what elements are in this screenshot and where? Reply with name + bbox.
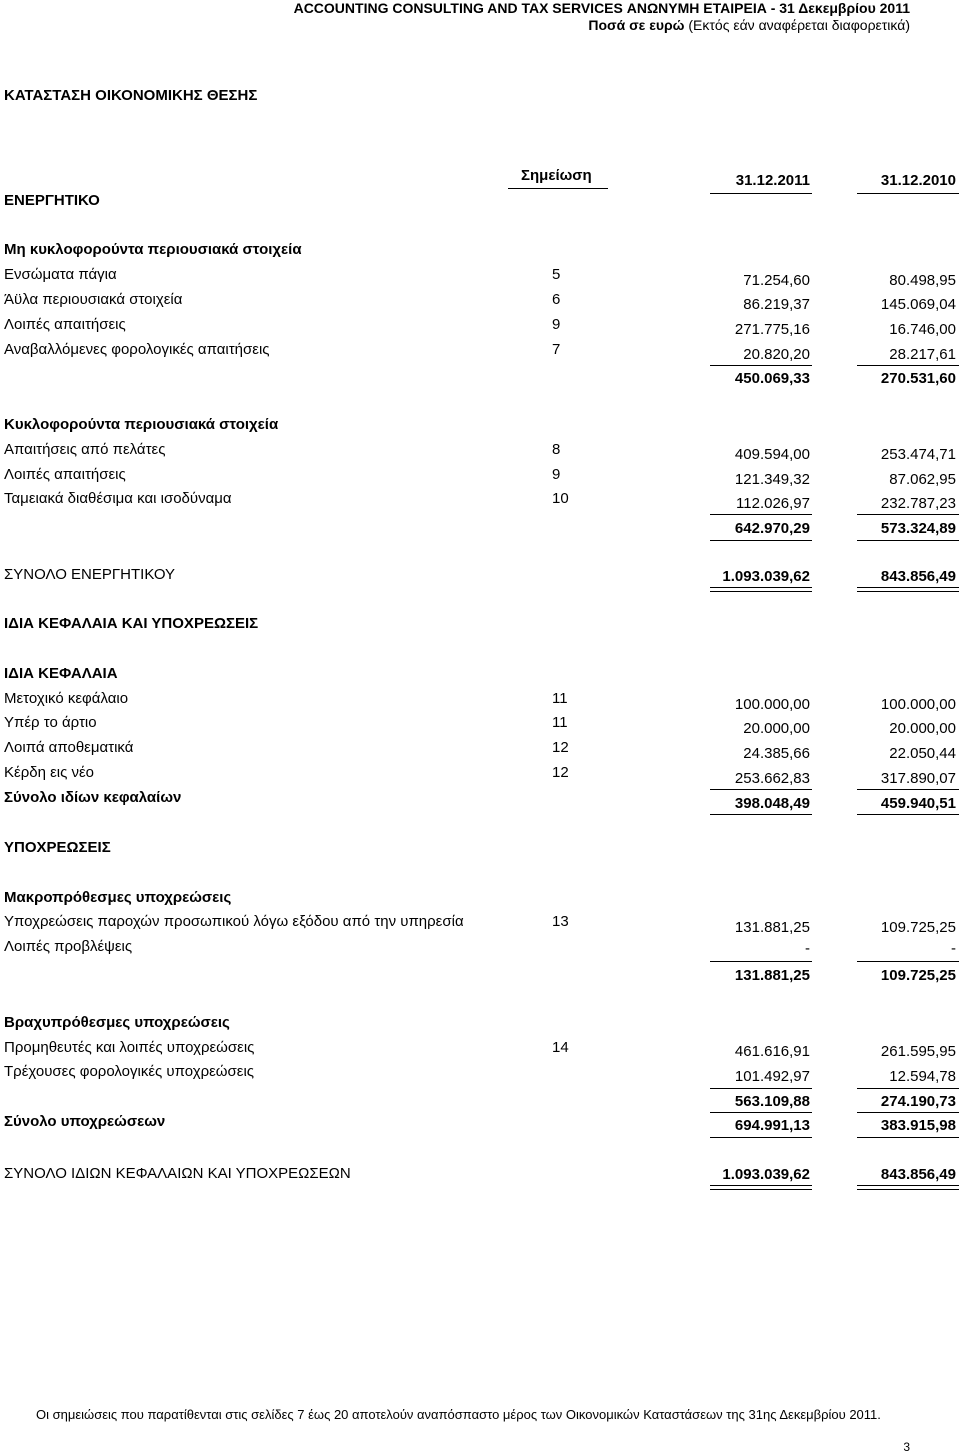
page-number: 3 xyxy=(903,1440,910,1454)
amounts-prefix: Ποσά σε xyxy=(588,17,646,33)
row-value-2011: 271.775,16 xyxy=(734,321,810,338)
row-value-2010: 317.890,07 xyxy=(880,770,956,787)
subtotal-2011: 131.881,25 xyxy=(734,967,810,984)
row-value-2011: 100.000,00 xyxy=(734,696,810,713)
row-note: 11 xyxy=(552,714,568,731)
row-label: Αναβαλλόμενες φορολογικές απαιτήσεις xyxy=(4,341,270,358)
subtotal-rule xyxy=(857,1112,959,1113)
equity-liabilities-heading: ΙΔΙΑ ΚΕΦΑΛΑΙΑ ΚΑΙ ΥΠΟΧΡΕΩΣΕΙΣ xyxy=(4,615,259,632)
subtotal-2010: 573.324,89 xyxy=(880,520,956,537)
assets-heading: ΕΝΕΡΓΗΤΙΚΟ xyxy=(4,192,100,209)
row-value-2011: 409.594,00 xyxy=(734,446,810,463)
col-2010-header: 31.12.2010 xyxy=(880,172,956,189)
double-rule xyxy=(710,1185,812,1190)
row-note: 13 xyxy=(552,913,569,930)
row-value-2010: 109.725,25 xyxy=(880,919,956,936)
equity-total-label: Σύνολο ιδίων κεφαλαίων xyxy=(4,789,182,806)
subtotal-rule xyxy=(857,814,959,815)
row-note: 6 xyxy=(552,291,561,308)
row-value-2010: 253.474,71 xyxy=(880,446,956,463)
subtotal-rule xyxy=(857,514,959,515)
row-value-2011: 24.385,66 xyxy=(743,745,810,762)
row-value-2010: 12.594,78 xyxy=(889,1068,956,1085)
row-value-2011: 131.881,25 xyxy=(734,919,810,936)
row-label: Προμηθευτές και λοιπές υποχρεώσεις xyxy=(4,1039,255,1056)
row-value-2010: 80.498,95 xyxy=(889,272,956,289)
row-label: Ενσώματα πάγια xyxy=(4,266,117,283)
amounts-currency: ευρώ xyxy=(649,17,685,33)
subtotal-rule xyxy=(710,1137,812,1138)
current-assets-heading: Κυκλοφορούντα περιουσιακά στοιχεία xyxy=(4,416,279,433)
total-assets-2011: 1.093.039,62 xyxy=(722,568,810,585)
col-2011-underline xyxy=(710,193,812,194)
equity-total-2010: 459.940,51 xyxy=(880,795,956,812)
row-note: 9 xyxy=(552,466,561,483)
subtotal-rule xyxy=(710,514,812,515)
row-value-2011: 20.000,00 xyxy=(743,720,810,737)
subtotal-2010: 274.190,73 xyxy=(880,1093,956,1110)
liabilities-total-label: Σύνολο υποχρεώσεων xyxy=(4,1113,166,1130)
double-rule xyxy=(857,1185,959,1190)
footer-note: Οι σημειώσεις που παρατίθενται στις σελίδες 7 έως 20 αποτελούν αναπόσπαστο μέρος των Οικονομικών Καταστάσεων της 31ης Δεκεμβρίου 2011. xyxy=(36,1407,881,1422)
row-note: 12 xyxy=(552,764,569,781)
note-header-underline xyxy=(508,188,608,189)
subtotal-2011: 450.069,33 xyxy=(734,370,810,387)
row-value-2010: 16.746,00 xyxy=(889,321,956,338)
row-label: Μετοχικό κεφάλαιο xyxy=(4,690,129,707)
note-column-header: Σημείωση xyxy=(521,167,592,184)
double-rule xyxy=(710,587,812,592)
subtotal-rule xyxy=(857,789,959,790)
equity-heading: ΙΔΙΑ ΚΕΦΑΛΑΙΑ xyxy=(4,665,118,682)
row-value-2011: 253.662,83 xyxy=(734,770,810,787)
subtotal-rule xyxy=(857,961,959,962)
row-label: Άϋλα περιουσιακά στοιχεία xyxy=(4,291,183,308)
row-value-2011: 461.616,91 xyxy=(734,1043,810,1060)
row-label: Λοιπές απαιτήσεις xyxy=(4,316,126,333)
row-note: 7 xyxy=(552,341,561,358)
grand-total-2011: 1.093.039,62 xyxy=(722,1166,810,1183)
row-label: Κέρδη εις νέο xyxy=(4,764,95,781)
row-note: 8 xyxy=(552,441,561,458)
row-note: 12 xyxy=(552,739,569,756)
subtotal-rule xyxy=(710,1112,812,1113)
shortterm-heading: Βραχυπρόθεσμες υποχρεώσεις xyxy=(4,1014,230,1031)
row-label: Απαιτήσεις από πελάτες xyxy=(4,441,166,458)
row-label: Υποχρεώσεις παροχών προσωπικού λόγω εξόδου από την υπηρεσία xyxy=(4,913,464,930)
row-note: 9 xyxy=(552,316,561,333)
subtotal-rule xyxy=(710,1088,812,1089)
row-note: 5 xyxy=(552,266,561,283)
noncurrent-assets-heading: Μη κυκλοφορούντα περιουσιακά στοιχεία xyxy=(4,241,302,258)
row-value-2011: 101.492,97 xyxy=(734,1068,810,1085)
col-2010-underline xyxy=(857,193,959,194)
liabilities-total-2010: 383.915,98 xyxy=(880,1117,956,1134)
row-value-2010: 100.000,00 xyxy=(880,696,956,713)
row-value-2010: 20.000,00 xyxy=(889,720,956,737)
subtotal-rule xyxy=(857,1137,959,1138)
amounts-suffix: (Εκτός εάν αναφέρεται διαφορετικά) xyxy=(688,17,910,33)
row-label: Λοιπά αποθεματικά xyxy=(4,739,134,756)
row-value-2011: - xyxy=(805,940,810,957)
equity-total-2011: 398.048,49 xyxy=(734,795,810,812)
row-value-2010: 261.595,95 xyxy=(880,1043,956,1060)
subtotal-rule xyxy=(710,365,812,366)
row-value-2011: 71.254,60 xyxy=(743,272,810,289)
subtotal-2011: 642.970,29 xyxy=(734,520,810,537)
subtotal-rule xyxy=(857,1088,959,1089)
subtotal-rule xyxy=(710,789,812,790)
subtotal-rule xyxy=(857,365,959,366)
subtotal-rule xyxy=(710,540,812,541)
row-note: 14 xyxy=(552,1039,569,1056)
liabilities-total-2011: 694.991,13 xyxy=(734,1117,810,1134)
subtotal-2011: 563.109,88 xyxy=(734,1093,810,1110)
row-value-2010: 22.050,44 xyxy=(889,745,956,762)
subtotal-2010: 109.725,25 xyxy=(880,967,956,984)
row-value-2010: 28.217,61 xyxy=(889,346,956,363)
liabilities-heading: ΥΠΟΧΡΕΩΣΕΙΣ xyxy=(4,839,111,856)
subtotal-rule xyxy=(857,540,959,541)
row-value-2010: 145.069,04 xyxy=(880,296,956,313)
row-label: Τρέχουσες φορολογικές υποχρεώσεις xyxy=(4,1063,255,1080)
double-rule xyxy=(857,587,959,592)
row-label: Λοιπές απαιτήσεις xyxy=(4,466,126,483)
row-note: 10 xyxy=(552,490,569,507)
row-value-2010: - xyxy=(951,940,956,957)
row-value-2011: 20.820,20 xyxy=(743,346,810,363)
longterm-heading: Μακροπρόθεσμες υποχρεώσεις xyxy=(4,889,232,906)
row-value-2011: 121.349,32 xyxy=(734,471,810,488)
row-label: Λοιπές προβλέψεις xyxy=(4,938,133,955)
row-value-2011: 112.026,97 xyxy=(736,495,810,512)
row-value-2011: 86.219,37 xyxy=(743,296,810,313)
row-note: 11 xyxy=(552,690,568,707)
row-label: Ταμειακά διαθέσιμα και ισοδύναμα xyxy=(4,490,232,507)
subtotal-rule xyxy=(710,961,812,962)
row-value-2010: 87.062,95 xyxy=(889,471,956,488)
subtotal-2010: 270.531,60 xyxy=(880,370,956,387)
subtotal-rule xyxy=(710,814,812,815)
total-assets-label: ΣΥΝΟΛΟ ΕΝΕΡΓΗΤΙΚΟΥ xyxy=(4,566,176,583)
amounts-note xyxy=(588,17,910,33)
company-header: ACCOUNTING CONSULTING AND TAX SERVICES ΑΝΩΝΥΜΗ ΕΤΑΙΡΕΙΑ - 31 Δεκεμβρίου 2011 xyxy=(293,0,910,16)
row-label: Υπέρ το άρτιο xyxy=(4,714,97,731)
grand-total-2010: 843.856,49 xyxy=(880,1166,956,1183)
total-assets-2010: 843.856,49 xyxy=(880,568,956,585)
row-value-2010: 232.787,23 xyxy=(880,495,956,512)
grand-total-label: ΣΥΝΟΛΟ ΙΔΙΩΝ ΚΕΦΑΛΑΙΩΝ ΚΑΙ ΥΠΟΧΡΕΩΣΕΩΝ xyxy=(4,1165,351,1182)
page-title: ΚΑΤΑΣΤΑΣΗ ΟΙΚΟΝΟΜΙΚΗΣ ΘΕΣΗΣ xyxy=(4,87,258,104)
col-2011-header: 31.12.2011 xyxy=(735,172,810,189)
